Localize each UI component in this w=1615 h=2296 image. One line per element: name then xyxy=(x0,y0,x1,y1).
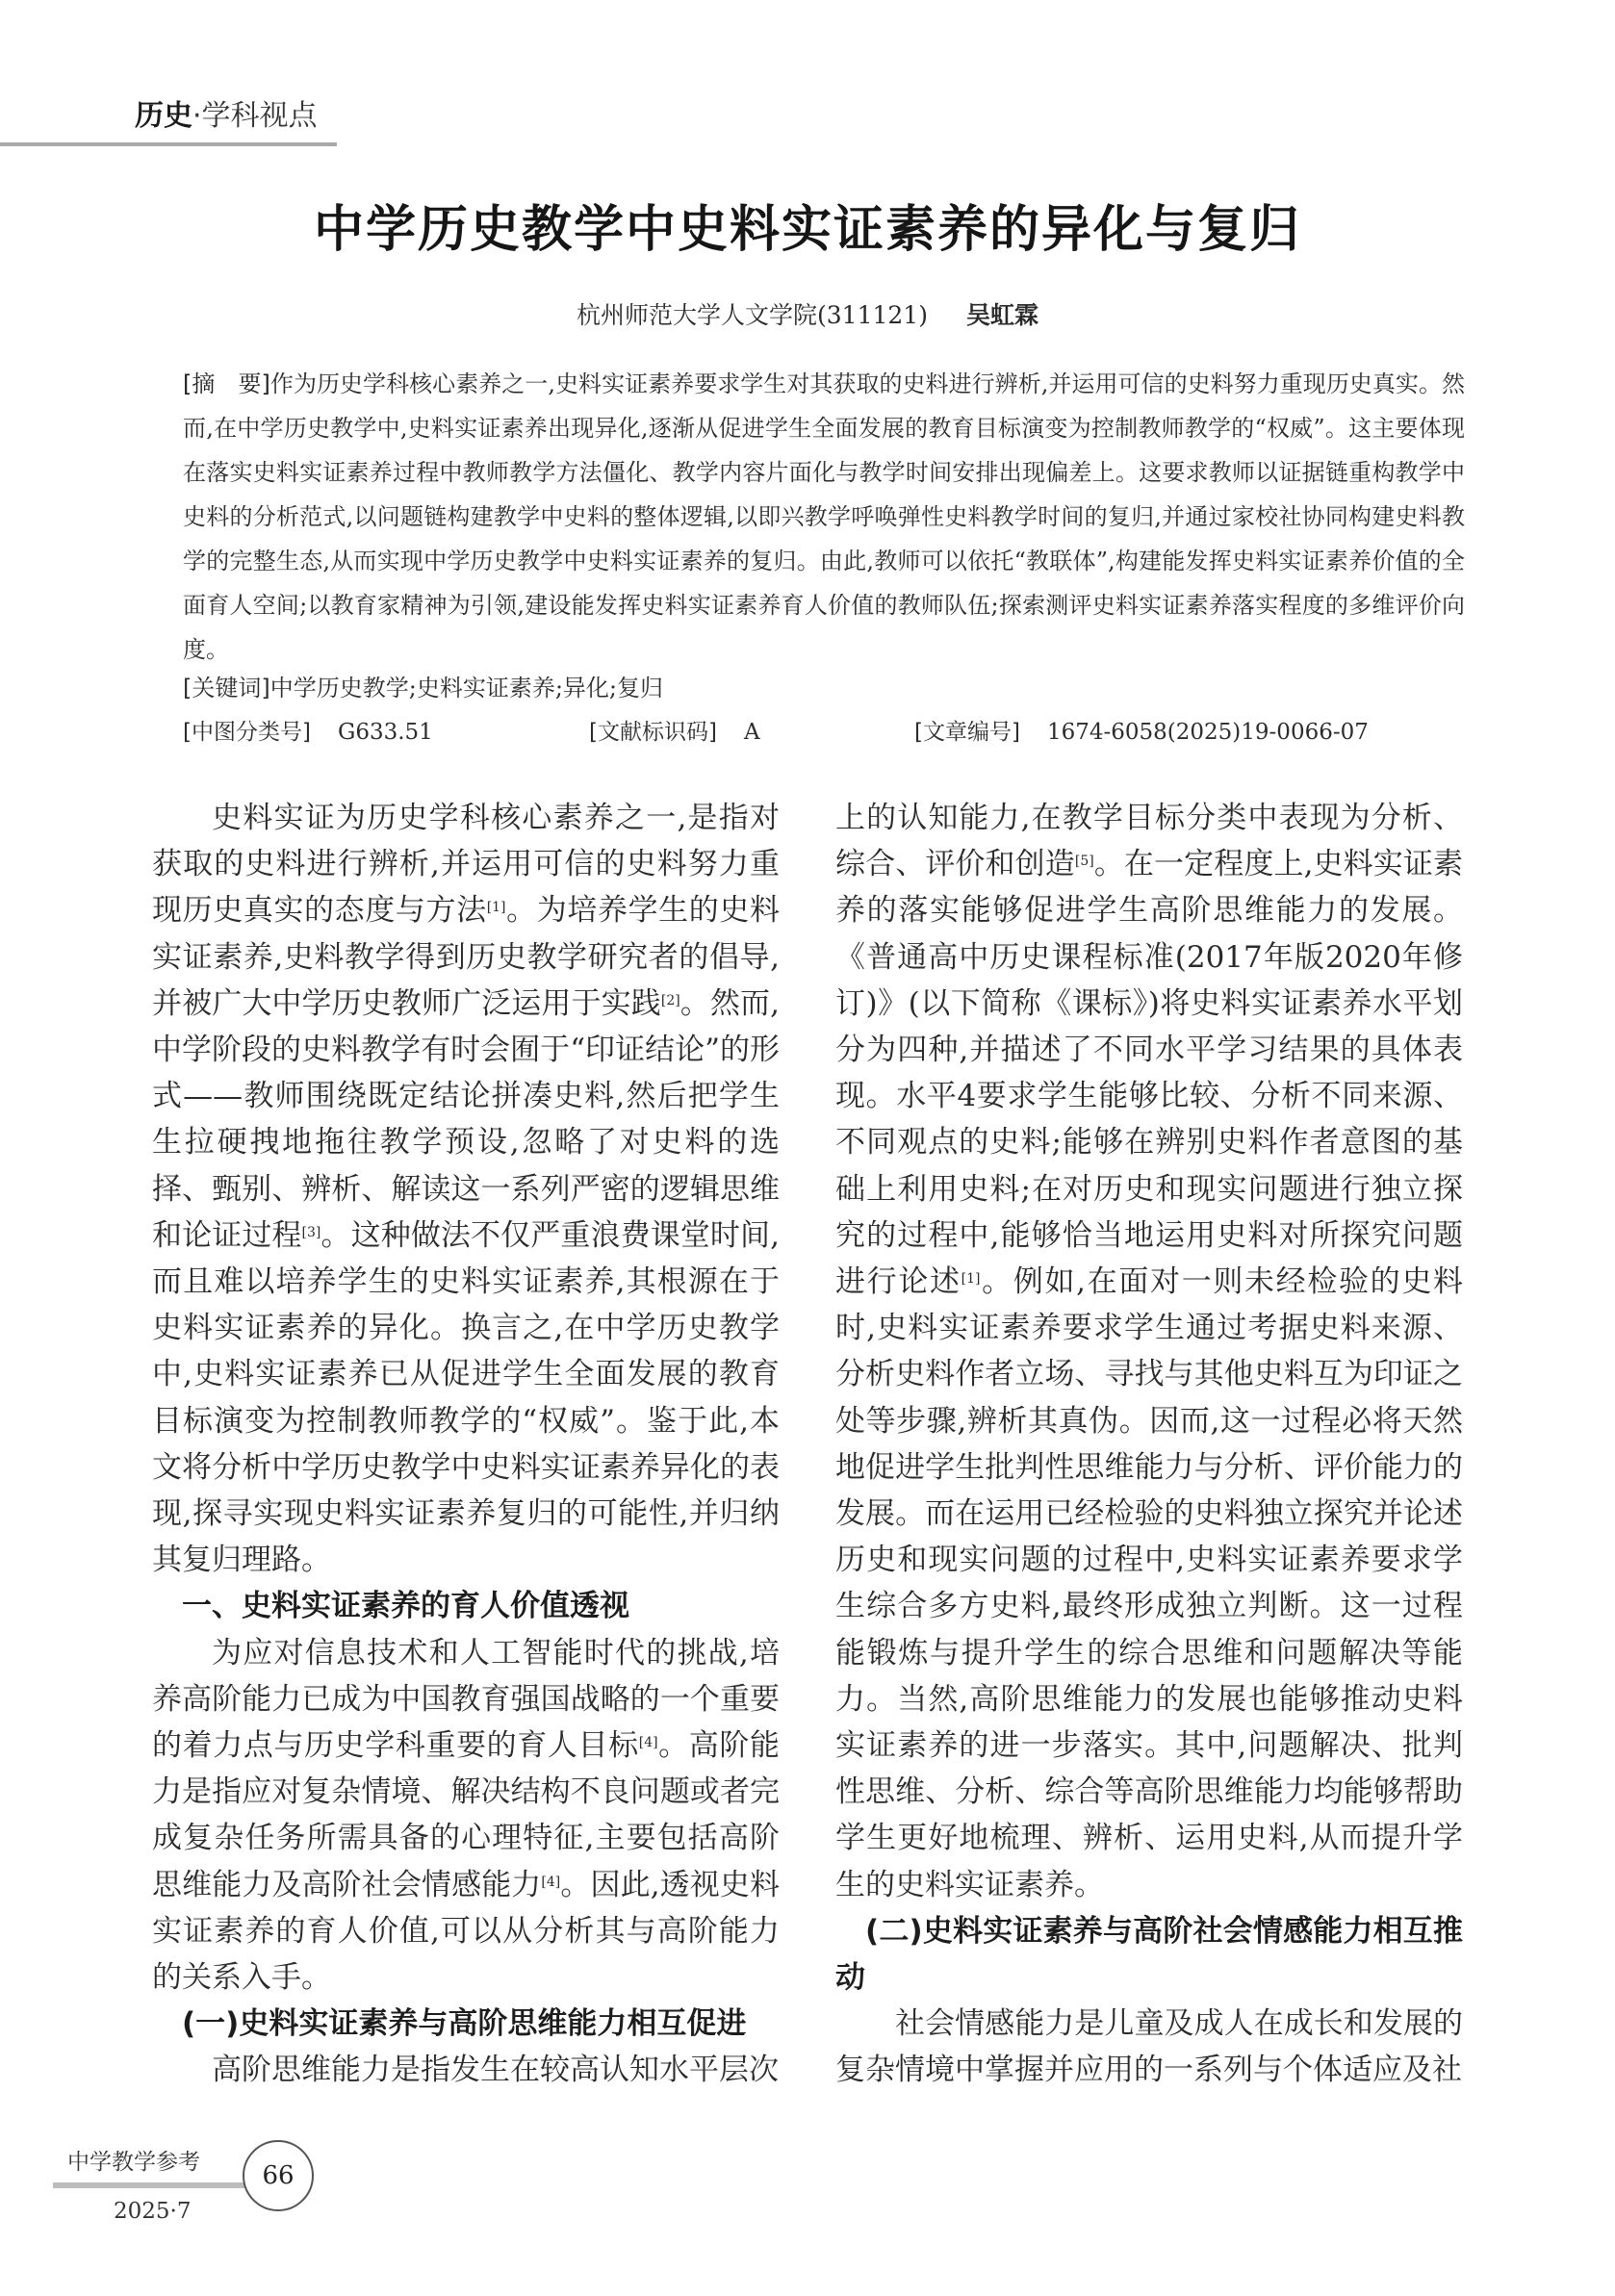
subsection-heading-2: (二)史料实证素养与高阶社会情感能力相互推动 xyxy=(835,1913,1463,1996)
document-code-label: [文献标识码] xyxy=(589,720,717,745)
keywords-label: [关键词] xyxy=(183,675,270,702)
section-1-paragraph: 为应对信息技术和人工智能时代的挑战,培养高阶能力已成为中国教育强国战略的一个重要的着力点与历史学科重要的育人目标[4]。高阶能力是指应对复杂情境、解决结构不良问题或者完成复杂任务所需具备的心理特征,主要包括高阶思维能力及高阶社会情感能力[4]。因此,透视史料实证素养的育人价值,可以从分析其与高阶能力的关系入手。 xyxy=(152,1635,781,1996)
document-code xyxy=(589,710,760,754)
subsection-heading-1: (一)史料实证素养与高阶思维能力相互促进 xyxy=(182,2006,747,2042)
article-number xyxy=(914,710,1369,754)
affiliation: 杭州师范大学人文学院(311121) xyxy=(577,301,928,329)
abstract xyxy=(183,362,1465,672)
page-number: 66 xyxy=(243,2140,314,2211)
citation-ref: [3] xyxy=(301,1224,321,1240)
section-main: 历史 xyxy=(135,99,192,133)
body-column-left xyxy=(152,795,780,2094)
keywords-text: 中学历史教学;史料实证素养;异化;复归 xyxy=(269,675,663,702)
continued-paragraph: 上的认知能力,在教学目标分类中表现为分析、综合、评价和创造[5]。在一定程度上,史料实证素养的落实能够促进学生高阶思维能力的发展。《普通高中历史课程标准(2017年版2020年修订)》(以下简称《课标》)将史料实证素养水平划分为四种,并描述了不同水平学习结果的具体表现。水平4要求学生能够比较、分析不同来源、不同观点的史料;能够在辨别史料作者意图的基础上利用史料;在对历史和现实问题进行独立探究的过程中,能够恰当地运用史料对所探究问题进行论述[1]。例如,在面对一则未经检验的史料时,史料实证素养要求学生通过考据史料来源、分析史料作者立场、寻找与其他史料互为印证之处等步骤,辨析其真伪。因而,这一过程必将天然地促进学生批判性思维能力与分析、评价能力的发展。而在运用已经检验的史料独立探究并论述历史和现实问题的过程中,史料实证素养要求学生综合多方史料,最终形成独立判断。这一过程能锻炼与提升学生的综合思维和问题解决等能力。当然,高阶思维能力的发展也能够推动史料实证素养的进一步落实。其中,问题解决、批判性思维、分析、综合等高阶思维能力均能够帮助学生更好地梳理、辨析、运用史料,从而提升学生的史料实证素养。 xyxy=(835,801,1464,1902)
keywords xyxy=(183,666,1465,710)
section-separator: · xyxy=(192,99,202,133)
header-rule xyxy=(0,142,337,146)
article-title: 中学历史教学中史料实证素养的异化与复归 xyxy=(313,201,1301,259)
section-sub: 学科视点 xyxy=(201,99,318,133)
citation-ref: [5] xyxy=(1074,854,1094,870)
abstract-label: [摘 要] xyxy=(183,370,270,397)
author-name: 吴虹霖 xyxy=(965,301,1038,329)
document-code-value: A xyxy=(743,720,760,745)
clc-value: G633.51 xyxy=(337,720,433,745)
footer-journal-name: 中学教学参考 xyxy=(67,2150,200,2175)
footer-issue-date: 2025·7 xyxy=(114,2199,192,2224)
clc-number xyxy=(183,710,433,754)
citation-ref: [4] xyxy=(541,1874,561,1890)
section-heading-1: 一、史料实证素养的育人价值透视 xyxy=(182,1589,629,1624)
article-number-label: [文章编号] xyxy=(914,720,1020,745)
subsection-2-paragraph: 社会情感能力是儿童及成人在成长和发展的复杂情境中掌握并应用的一系列与个体适应及社 xyxy=(835,2006,1463,2088)
citation-ref: [2] xyxy=(660,992,680,1008)
citation-ref: [1] xyxy=(961,1271,981,1288)
citation-ref: [4] xyxy=(638,1735,658,1751)
clc-label: [中图分类号] xyxy=(183,720,311,745)
classification-row xyxy=(183,710,1465,754)
intro-paragraph: 史料实证为历史学科核心素养之一,是指对获取的史料进行辨析,并运用可信的史料努力重现历史真实的态度与方法[1]。为培养学生的史料实证素养,史料教学得到历史教学研究者的倡导,并被广大中学历史教师广泛运用于实践[2]。然而,中学阶段的史料教学有时会囿于“印证结论”的形式——教师围绕既定结论拼凑史料,然后把学生生拉硬拽地拖往教学预设,忽略了对史料的选择、甄别、辨析、解读这一系列严密的逻辑思维和论证过程[3]。这种做法不仅严重浪费课堂时间,而且难以培养学生的史料实证素养,其根源在于史料实证素养的异化。换言之,在中学历史教学中,史料实证素养已从促进学生全面发展的教育目标演变为控制教师教学的“权威”。鉴于此,本文将分析中学历史教学中史料实证素养异化的表现,探寻实现史料实证素养复归的可能性,并归纳其复归理路。 xyxy=(152,801,781,1578)
section-tag xyxy=(135,91,318,134)
citation-ref: [1] xyxy=(486,900,506,916)
body-column-right xyxy=(835,795,1463,2094)
author-line xyxy=(0,296,1615,331)
abstract-text: 作为历史学科核心素养之一,史料实证素养要求学生对其获取的史料进行辨析,并运用可信的史料努力重现历史真实。然而,在中学历史教学中,史料实证素养出现异化,逐渐从促进学生全面发展的教育目标演变为控制教师教学的“权威”。这主要体现在落实史料实证素养过程中教师教学方法僵化、教学内容片面化与教学时间安排出现偏差上。这要求教师以证据链重构教学中史料的分析范式,以问题链构建教学中史料的整体逻辑,以即兴教学呼唤弹性史料教学时间的复归,并通过家校社协同构建史料教学的完整生态,从而实现中学历史教学中史料实证素养的复归。由此,教师可以依托“教联体”,构建能发挥史料实证素养价值的全面育人空间;以教育家精神为引领,建设能发挥史料实证素养育人价值的教师队伍;探索测评史料实证素养落实程度的多维评价向度。 xyxy=(183,370,1465,663)
footer-rule xyxy=(53,2182,250,2188)
subsection-1-paragraph: 高阶思维能力是指发生在较高认知水平层次 xyxy=(212,2053,779,2088)
article-number-value: 1674-6058(2025)19-0066-07 xyxy=(1046,720,1369,745)
